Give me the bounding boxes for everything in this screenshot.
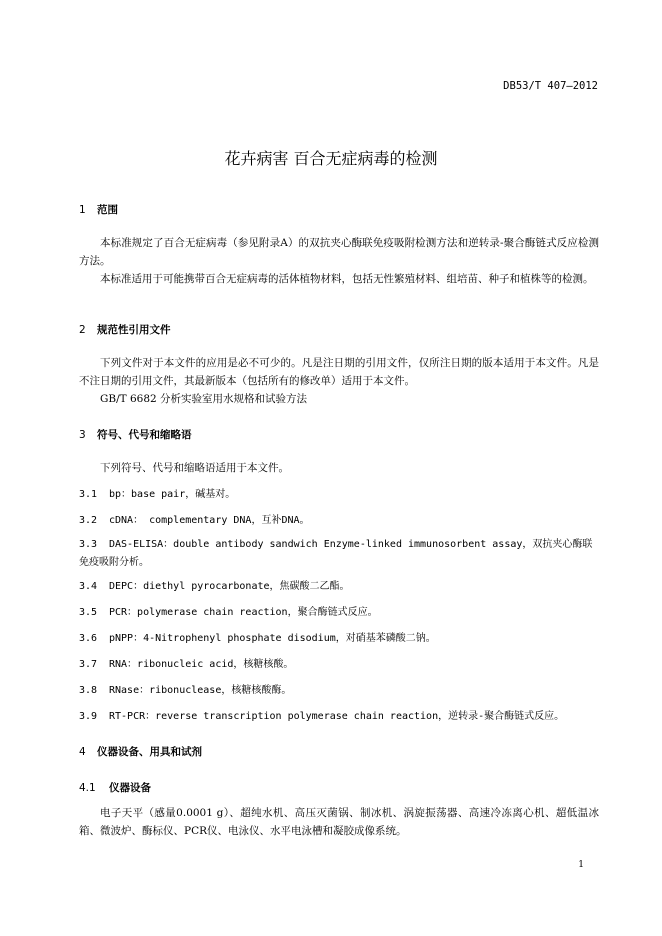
- subsection-number: 4.1: [79, 782, 96, 794]
- definition-item: [79, 486, 601, 504]
- definition-item: [79, 578, 601, 596]
- item-text: DAS-ELISA：double antibody sandwich Enzyme-linked immunosorbent assay，双抗夹心酶联免疫吸附分析。: [79, 539, 593, 568]
- paragraph: 下列文件对于本文件的应用是必不可少的。凡是注日期的引用文件，仅所注日期的版本适用于本文件。凡是不注日期的引用文件，其最新版本（包括所有的修改单）适用于本文件。: [79, 357, 599, 387]
- reference-entry: GB/T 6682 分析实验室用水规格和试验方法: [100, 393, 308, 405]
- definition-item: [79, 682, 601, 700]
- item-text: RNA：ribonucleic acid，核糖核酸。: [109, 659, 294, 670]
- section-number: 2: [79, 324, 86, 336]
- section-number: 1: [79, 204, 86, 216]
- section-number: 3: [79, 429, 86, 441]
- item-text: DEPC：diethyl pyrocarbonate，焦碳酸二乙酯。: [109, 581, 350, 592]
- item-text: PCR：polymerase chain reaction，聚合酶链式反应。: [109, 607, 378, 618]
- paragraph: 本标准规定了百合无症病毒（参见附录A）的双抗夹心酶联免疫吸附检测方法和逆转录-聚合酶链式反应检测方法。: [79, 237, 599, 267]
- definition-item: [79, 536, 601, 572]
- paragraph: 本标准适用于可能携带百合无症病毒的活体植物材料，包括无性繁殖材料、组培苗、种子和植株等的检测。: [100, 273, 594, 285]
- section-number: 4: [79, 746, 86, 758]
- item-text: RT-PCR：reverse transcription polymerase chain reaction，逆转录-聚合酶链式反应。: [109, 711, 565, 722]
- item-number: 3.4: [79, 581, 98, 592]
- section-heading-4: [79, 744, 202, 759]
- item-number: 3.2: [79, 515, 98, 526]
- section-heading-3: [79, 427, 192, 442]
- definition-item: [79, 604, 601, 622]
- section-title: 规范性引用文件: [97, 324, 171, 336]
- definition-item: [79, 630, 601, 648]
- item-number: 3.9: [79, 711, 98, 722]
- section-heading-2: [79, 322, 171, 337]
- item-number: 3.5: [79, 607, 98, 618]
- page-number: 1: [578, 860, 584, 870]
- document-code: DB53/T 407—2012: [503, 80, 598, 92]
- item-text: RNase：ribonuclease，核糖核酸酶。: [109, 685, 292, 696]
- item-text: pNPP：4-Nitrophenyl phosphate disodium，对硝基苯磷酸二钠。: [109, 633, 436, 644]
- paragraph: 电子天平（感量0.0001 g）、超纯水机、高压灭菌锅、制冰机、涡旋振荡器、高速冷冻离心机、超低温冰箱、微波炉、酶标仪、PCR仪、电泳仪、水平电泳槽和凝胶成像系统。: [79, 807, 599, 837]
- document-title: 花卉病害 百合无症病毒的检测: [224, 149, 438, 168]
- definition-item: [79, 656, 601, 674]
- item-number: 3.8: [79, 685, 98, 696]
- subsection-title: 仪器设备: [109, 782, 151, 794]
- section-heading-1: [79, 202, 118, 217]
- definition-item: [79, 512, 601, 530]
- definition-item: [79, 708, 601, 726]
- item-number: 3.1: [79, 489, 98, 500]
- paragraph: 下列符号、代号和缩略语适用于本文件。: [100, 462, 289, 474]
- item-number: 3.7: [79, 659, 98, 670]
- item-number: 3.3: [79, 539, 98, 550]
- item-number: 3.6: [79, 633, 98, 644]
- item-text: cDNA： complementary DNA，互补DNA。: [109, 515, 310, 526]
- section-title: 仪器设备、用具和试剂: [97, 746, 202, 758]
- subsection-heading-4-1: [79, 780, 151, 795]
- section-title: 范围: [97, 204, 118, 216]
- item-text: bp：base pair，碱基对。: [109, 489, 236, 500]
- section-title: 符号、代号和缩略语: [97, 429, 192, 441]
